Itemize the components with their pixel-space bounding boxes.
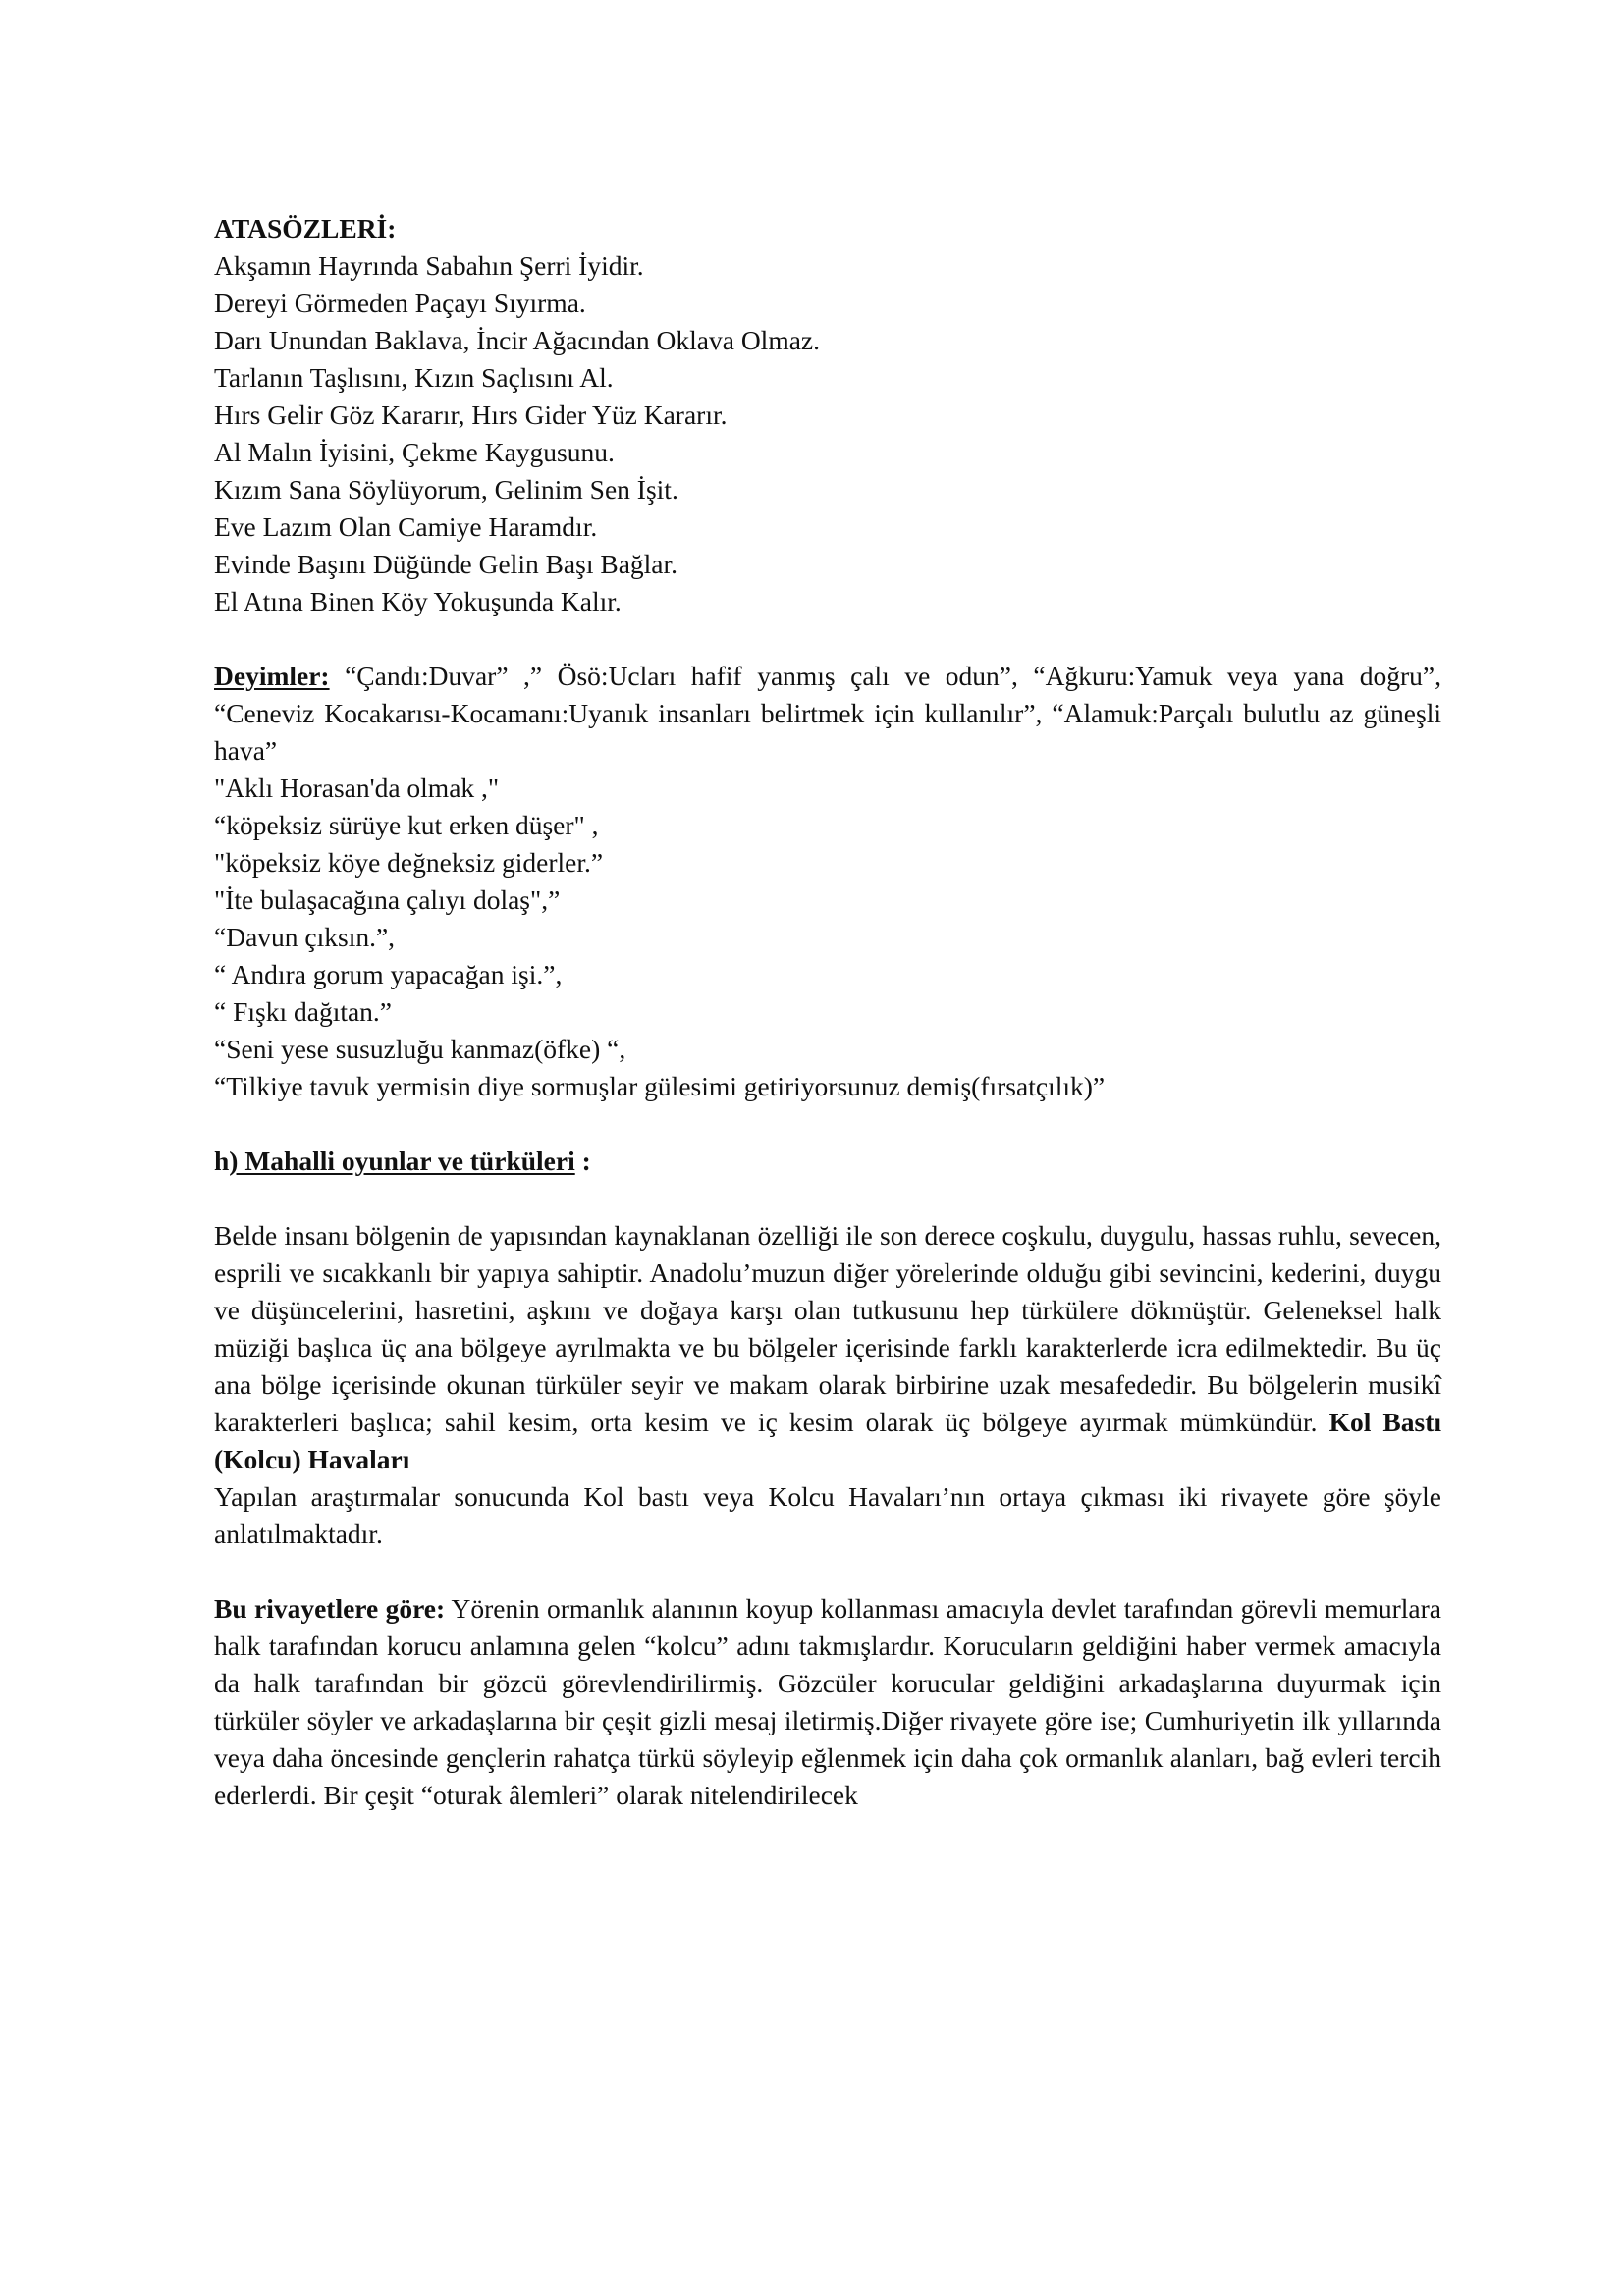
idiom-item: "köpeksiz köye değneksiz giderler.” [214,847,604,878]
spacer [214,1180,1441,1217]
idiom-item: “köpeksiz sürüye kut erken düşer" , [214,810,599,840]
section-h-prefix: h [214,1146,230,1176]
proverb-item: Evinde Başını Düğünde Gelin Başı Bağlar. [214,549,678,579]
proverb-item: Eve Lazım Olan Camiye Haramdır. [214,511,598,542]
deyimler-heading: Deyimler: [214,661,330,691]
kol-basti-heading: Kol Bastı (Kolcu) Havaları [214,1407,1441,1474]
deyimler-intro-paragraph [214,658,1441,770]
idiom-item: “Davun çıksın.”, [214,922,396,952]
proverb-item: Hırs Gelir Göz Kararır, Hırs Gider Yüz Kararır. [214,400,728,430]
paragraph-3-text: Yörenin ormanlık alanının koyup kollanması amacıyla devlet tarafından görevli memurlara halk tarafından korucu anlamına gelen “kolcu” adını takmışlardır. Korucuların geldiğini haber vermek amacıyla da halk tarafından bir gözcü görevlendirilirmiş. Gözcüler korucular geldiğini arkadaşlarına duyurmak için türküler söyler ve arkadaşlarına bir çeşit gizli mesaj iletirmiş.Diğer rivayete göre ise; Cumhuriyetin ilk yıllarında veya daha öncesinde gençlerin rahatça türkü söyleyip eğlenmek için daha çok ormanlık alanları, bağ evleri tercih ederlerdi. Bir çeşit “oturak âlemleri” olarak nitelendirilecek [214,1593,1441,1810]
section-h-title: ) Mahalli oyunlar ve türküleri [229,1146,575,1176]
deyimler-intro: “Çandı:Duvar” ,” Ösö:Ucları hafif yanmış çalı ve odun”, “Ağkuru:Yamuk veya yana doğru”, “Ceneviz Kocakarısı-Kocamanı:Uyanık insanları belirtmek için kullanılır”, “Alamuk:Parçalı bulutlu az güneşli hava” [214,661,1441,766]
proverb-item: Tarlanın Taşlısını, Kızın Saçlısını Al. [214,362,614,393]
spacer [214,620,1441,658]
idiom-item: “ Andıra gorum yapacağan işi.”, [214,959,563,989]
paragraph-3-lead: Bu rivayetlere göre: [214,1593,446,1624]
idiom-item: "İte bulaşacağına çalıyı dolaş",” [214,884,561,915]
paragraph-1-text: Belde insanı bölgenin de yapısından kaynaklanan özelliği ile son derece coşkulu, duygulu, hassas ruhlu, sevecen, esprili ve sıcakkanlı bir yapıya sahiptir. Anadolu’muzun diğer yörelerinde olduğu gibi sevincini, kederini, duygu ve düşüncelerini, hasretini, aşkını ve doğaya karşı olan tutkusunu hep türkülere dökmüştür. Geleneksel halk müziği başlıca üç ana bölgeye ayrılmakta ve bu bölgeler içerisinde farklı karakterlerde icra edilmektedir. Bu üç ana bölge içerisinde okunan türküler seyir ve makam olarak birbirine uzak mesafededir. Bu bölgelerin musikî karakterleri başlıca; sahil kesim, orta kesim ve iç kesim olarak üç bölgeye ayırmak mümkündür. [214,1220,1441,1437]
idiom-item: “ Fışkı dağıtan.” [214,996,393,1027]
proverb-item: Akşamın Hayrında Sabahın Şerri İyidir. [214,250,644,281]
paragraph-2: Yapılan araştırmalar sonucunda Kol bastı veya Kolcu Havaları’nın ortaya çıkması iki rivayete göre şöyle anlatılmaktadır. [214,1481,1441,1549]
proverb-item: Kızım Sana Söylüyorum, Gelinim Sen İşit. [214,474,678,505]
spacer [214,1553,1441,1590]
document-page [214,210,1441,1814]
idiom-item: “Tilkiye tavuk yermisin diye sormuşlar gülesimi getiriyorsunuz demiş(fırsatçılık)” [214,1071,1106,1101]
idiom-item: "Aklı Horasan'da olmak ," [214,773,500,803]
paragraph-1 [214,1217,1441,1478]
proverb-item: Darı Unundan Baklava, İncir Ağacından Oklava Olmaz. [214,325,821,355]
atasozleri-heading: ATASÖZLERİ: [214,213,397,243]
section-h-suffix: : [574,1146,591,1176]
proverb-item: El Atına Binen Köy Yokuşunda Kalır. [214,586,622,616]
idiom-item: “Seni yese susuzluğu kanmaz(öfke) “, [214,1034,626,1064]
proverb-item: Al Malın İyisini, Çekme Kaygusunu. [214,437,615,467]
section-h-heading [214,1143,1441,1180]
paragraph-3 [214,1590,1441,1814]
spacer [214,1105,1441,1143]
proverb-item: Dereyi Görmeden Paçayı Sıyırma. [214,288,586,318]
